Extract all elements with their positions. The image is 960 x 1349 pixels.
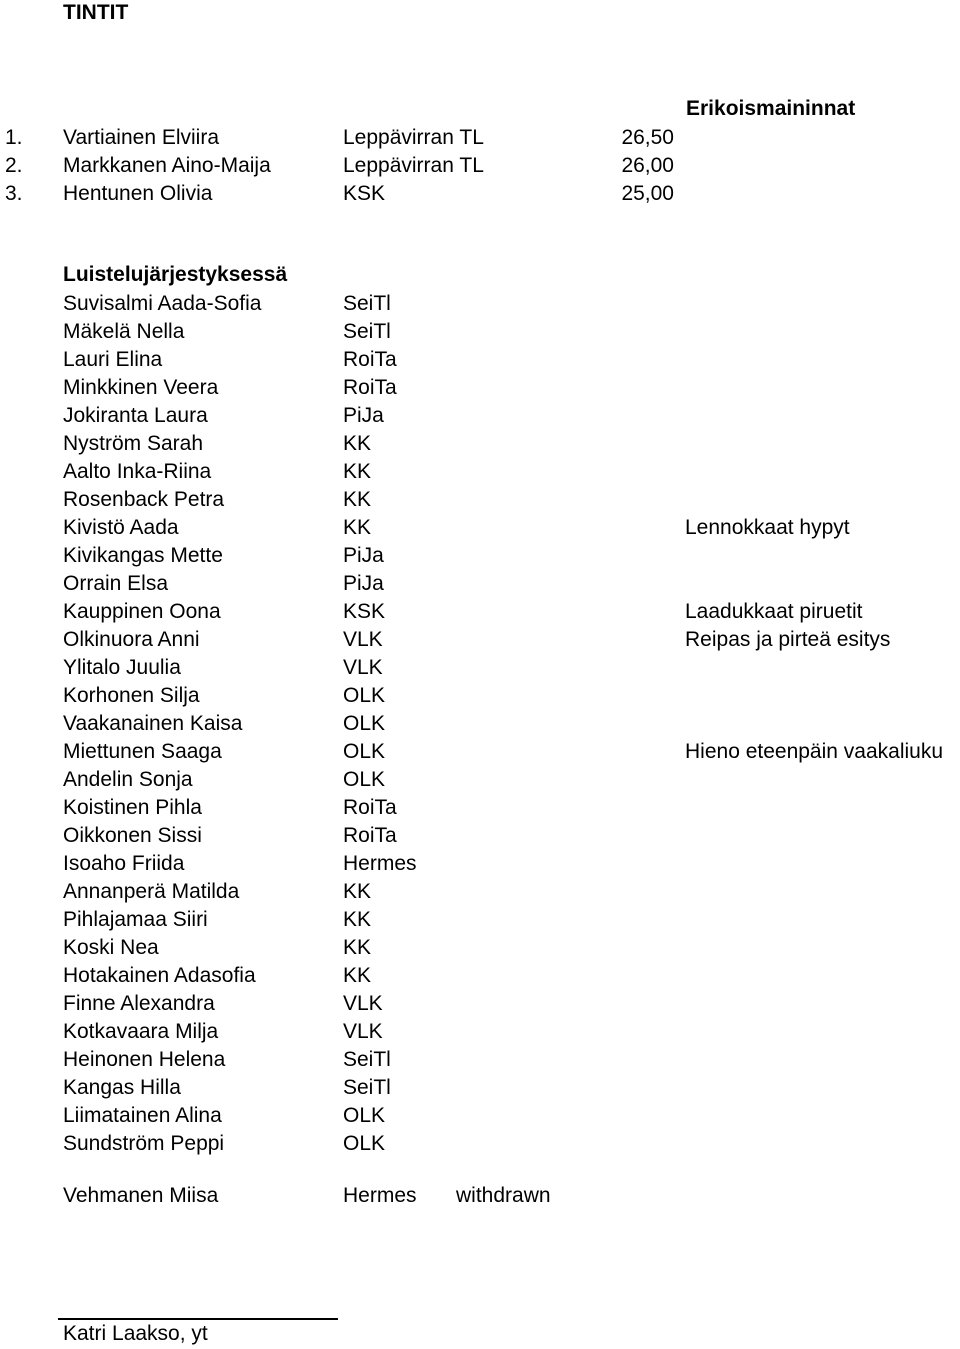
skater-name: Orrain Elsa [63, 572, 169, 595]
skater-row [0, 348, 960, 376]
skater-club: VLK [343, 656, 383, 679]
skater-club: RoiTa [343, 348, 397, 371]
skater-name: Vaakanainen Kaisa [63, 712, 243, 735]
skater-club: OLK [343, 1132, 386, 1155]
skater-name: Kangas Hilla [63, 1076, 181, 1099]
skater-club: OLK [343, 740, 386, 763]
skater-club: Hermes [343, 852, 417, 875]
skater-row [0, 516, 960, 544]
skater-club: VLK [343, 1020, 383, 1043]
skater-name: Minkkinen Veera [63, 376, 219, 399]
skater-name: Pihlajamaa Siiri [63, 908, 208, 931]
skater-row [0, 712, 960, 740]
podium-row [0, 154, 960, 182]
skater-name: Olkinuora Anni [63, 628, 200, 651]
skater-row [0, 376, 960, 404]
podium-rank: 2. [5, 154, 23, 177]
skater-club: OLK [343, 1104, 386, 1127]
podium-rank: 1. [5, 126, 23, 149]
skater-row [0, 1076, 960, 1104]
skater-name: Oikkonen Sissi [63, 824, 202, 847]
skating-order-heading: Luistelujärjestyksessä [63, 263, 288, 286]
page-title: TINTIT [63, 1, 129, 24]
podium-club: Leppävirran TL [343, 126, 484, 149]
podium-name: Hentunen Olivia [63, 182, 213, 205]
skater-club: KSK [343, 600, 386, 623]
skater-remark: Laadukkaat piruetit [685, 600, 863, 623]
skater-name: Finne Alexandra [63, 992, 215, 1015]
skater-club: PiJa [343, 544, 384, 567]
skater-row [0, 656, 960, 684]
podium-name: Vartiainen Elviira [63, 126, 220, 149]
skater-row [0, 936, 960, 964]
skater-remark: Hieno eteenpäin vaakaliuku [685, 740, 944, 763]
skater-row [0, 544, 960, 572]
skater-club: OLK [343, 768, 386, 791]
skater-row [0, 1132, 960, 1160]
skater-row [0, 628, 960, 656]
skater-row [0, 964, 960, 992]
skater-club: PiJa [343, 572, 384, 595]
skater-club: OLK [343, 712, 386, 735]
skater-name: Kotkavaara Milja [63, 1020, 219, 1043]
skater-name: Nyström Sarah [63, 432, 204, 455]
skater-name: Miettunen Saaga [63, 740, 222, 763]
podium-score: 26,00 [621, 154, 674, 177]
skater-club: KK [343, 964, 372, 987]
skater-club: OLK [343, 684, 386, 707]
skater-name: Korhonen Silja [63, 684, 200, 707]
skater-name: Rosenback Petra [63, 488, 225, 511]
skater-name: Andelin Sonja [63, 768, 193, 791]
podium-row [0, 182, 960, 210]
skater-row [0, 292, 960, 320]
skater-club: VLK [343, 992, 383, 1015]
skater-club: PiJa [343, 404, 384, 427]
podium-rank: 3. [5, 182, 23, 205]
skater-row [0, 432, 960, 460]
withdrawn-status: withdrawn [456, 1184, 551, 1207]
skater-row [0, 852, 960, 880]
skater-name: Koski Nea [63, 936, 159, 959]
skater-name: Koistinen Pihla [63, 796, 202, 819]
skater-name: Aalto Inka-Riina [63, 460, 212, 483]
skater-club: KK [343, 908, 372, 931]
skater-club: KK [343, 460, 372, 483]
skater-club: SeiTl [343, 292, 391, 315]
skater-row [0, 1104, 960, 1132]
signature-line [58, 1318, 338, 1320]
skater-club: RoiTa [343, 796, 397, 819]
skater-club: SeiTl [343, 320, 391, 343]
podium-score: 26,50 [621, 126, 674, 149]
withdrawn-club: Hermes [343, 1184, 417, 1207]
skater-row [0, 796, 960, 824]
skater-name: Mäkelä Nella [63, 320, 185, 343]
skater-row [0, 992, 960, 1020]
withdrawn-row [0, 1184, 960, 1212]
skater-row [0, 572, 960, 600]
skater-club: KK [343, 516, 372, 539]
skater-name: Jokiranta Laura [63, 404, 208, 427]
skater-club: KK [343, 488, 372, 511]
skater-remark: Reipas ja pirteä esitys [685, 628, 891, 651]
skater-row [0, 488, 960, 516]
skater-club: VLK [343, 628, 383, 651]
skater-club: SeiTl [343, 1048, 391, 1071]
skater-row [0, 1048, 960, 1076]
skater-club: KK [343, 432, 372, 455]
podium-club: KSK [343, 182, 386, 205]
podium-row [0, 126, 960, 154]
skater-row [0, 600, 960, 628]
skater-name: Liimatainen Alina [63, 1104, 222, 1127]
skater-row [0, 684, 960, 712]
skater-name: Kivistö Aada [63, 516, 179, 539]
skater-remark: Lennokkaat hypyt [685, 516, 850, 539]
skater-name: Heinonen Helena [63, 1048, 226, 1071]
remarks-heading: Erikoismaininnat [686, 97, 856, 120]
signature-name: Katri Laakso, yt [63, 1322, 208, 1345]
skater-row [0, 320, 960, 348]
skater-club: RoiTa [343, 824, 397, 847]
skater-row [0, 908, 960, 936]
skater-name: Isoaho Friida [63, 852, 185, 875]
skater-row [0, 740, 960, 768]
podium-name: Markkanen Aino-Maija [63, 154, 271, 177]
podium-club: Leppävirran TL [343, 154, 484, 177]
skater-name: Kauppinen Oona [63, 600, 221, 623]
skater-row [0, 1020, 960, 1048]
skater-name: Suvisalmi Aada-Sofia [63, 292, 262, 315]
skater-name: Lauri Elina [63, 348, 163, 371]
skater-row [0, 768, 960, 796]
skater-club: KK [343, 936, 372, 959]
skater-name: Hotakainen Adasofia [63, 964, 256, 987]
skater-name: Annanperä Matilda [63, 880, 240, 903]
withdrawn-name: Vehmanen Miisa [63, 1184, 219, 1207]
skater-row [0, 880, 960, 908]
skater-name: Sundström Peppi [63, 1132, 225, 1155]
skater-club: RoiTa [343, 376, 397, 399]
skater-club: KK [343, 880, 372, 903]
skater-row [0, 824, 960, 852]
podium-score: 25,00 [621, 182, 674, 205]
skater-row [0, 460, 960, 488]
skater-row [0, 404, 960, 432]
skater-name: Kivikangas Mette [63, 544, 223, 567]
skater-club: SeiTl [343, 1076, 391, 1099]
skater-name: Ylitalo Juulia [63, 656, 181, 679]
